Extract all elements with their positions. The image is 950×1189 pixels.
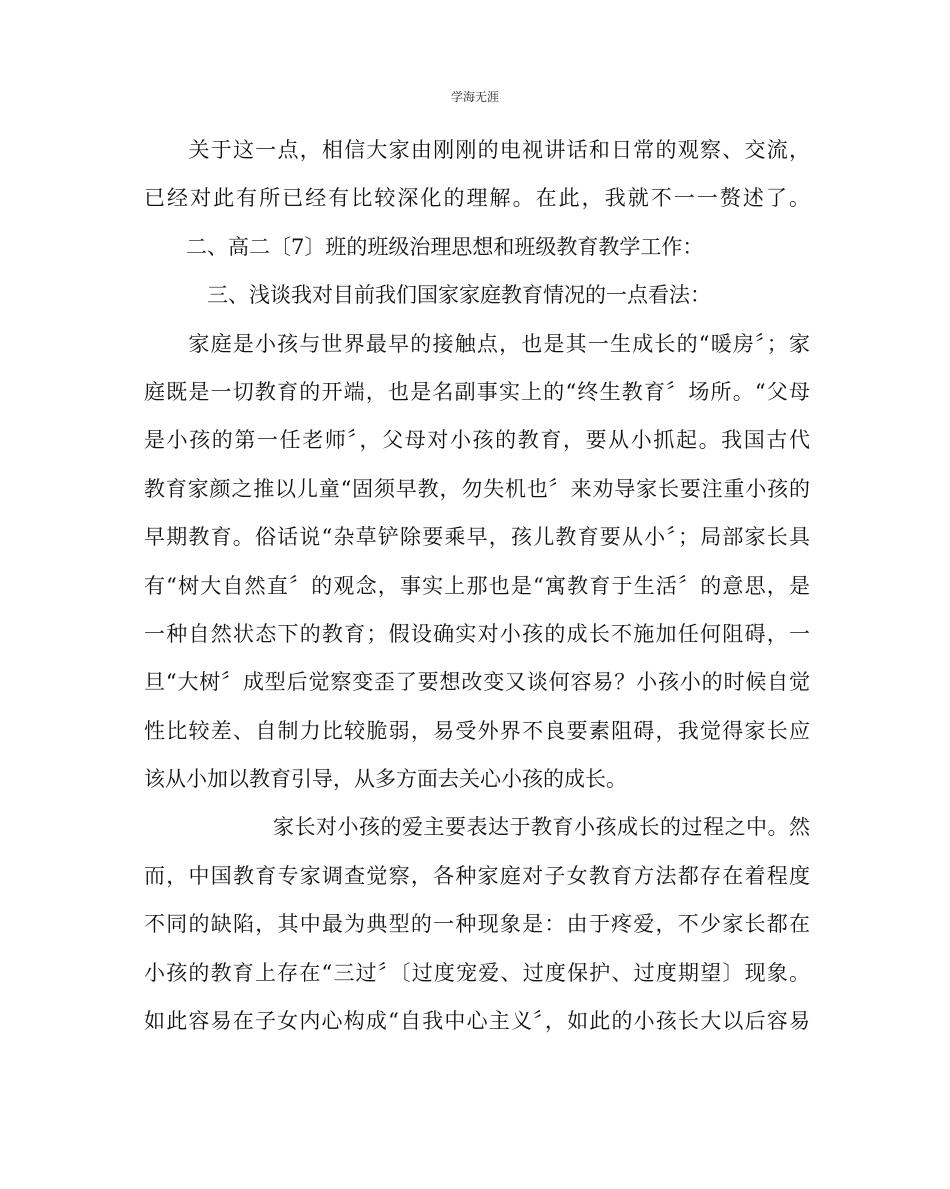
text-line: 已经对此有所已经有比较深化的理解。在此，我就不一一赘述了。 [144, 186, 810, 211]
text-line: 二、高二〔7〕班的班级治理思想和班级教育教学工作： [144, 234, 704, 259]
text-line: 小孩的教育上存在“三过〞〔过度宠爱、过度保护、过度期望〕现象。 [144, 960, 810, 985]
text-line: 关于这一点，相信大家由刚刚的电视讲话和日常的观察、交流， [144, 138, 810, 162]
text-line: 旦“大树〞成型后觉察变歪了要想改变又谈何容易？小孩小的时候自觉 [144, 670, 810, 695]
text-line: 教育家颜之推以儿童“固须早教，勿失机也〞来劝导家长要注重小孩的 [144, 476, 810, 501]
text-line: 有“树大自然直〞的观念，事实上那也是“寓教育于生活〞的意思，是 [144, 573, 810, 598]
text-line: 而，中国教育专家调查觉察，各种家庭对子女教育方法都存在着程度 [144, 863, 810, 888]
text-line: 庭既是一切教育的开端，也是名副事实上的“终生教育〞场所。“父母 [144, 379, 810, 404]
text-line: 性比较差、自制力比较脆弱，易受外界不良要素阻碍，我觉得家长应 [144, 718, 810, 743]
text-line: 不同的缺陷，其中最为典型的一种现象是：由于疼爱，不少家长都在 [144, 912, 810, 937]
text-line: 家庭是小孩与世界最早的接触点，也是其一生成长的“暖房〞；家 [144, 331, 810, 356]
text-line: 是小孩的第一任老师〞，父母对小孩的教育，要从小抓起。我国古代 [144, 428, 810, 453]
text-line: 早期教育。俗话说“杂草铲除要乘早，孩儿教育要从小〞；局部家长具 [144, 525, 810, 550]
text-line: 一种自然状态下的教育；假设确实对小孩的成长不施加任何阻碍，一 [144, 621, 810, 646]
text-line: 家长对小孩的爱主要表达于教育小孩成长的过程之中。然 [144, 815, 810, 840]
text-line: 三、浅谈我对目前我们国家家庭教育情况的一点看法： [144, 283, 711, 308]
body-text [144, 126, 810, 1045]
text-line: 如此容易在子女内心构成“自我中心主义〞，如此的小孩长大以后容易 [144, 1009, 810, 1034]
text-line: 该从小加以教育引导，从多方面去关心小孩的成长。 [144, 767, 627, 792]
page-header: 学海无涯 [450, 90, 499, 104]
